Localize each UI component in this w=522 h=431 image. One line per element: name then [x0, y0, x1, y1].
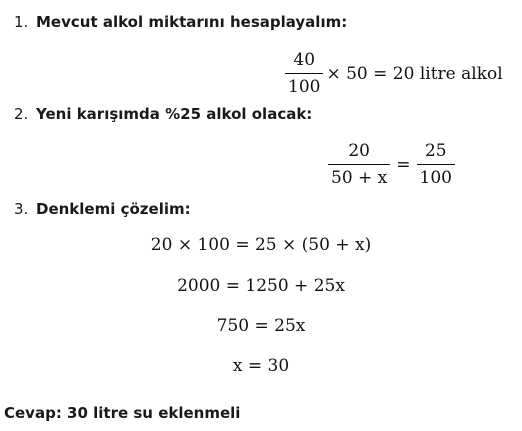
- fraction-denominator: 100: [419, 168, 452, 188]
- fraction-right: [417, 141, 455, 189]
- fraction-denominator: 100: [288, 77, 321, 97]
- equation-new-mixture: [325, 141, 458, 189]
- step-number: 3.: [14, 200, 29, 218]
- fraction-numerator: 40: [285, 50, 323, 74]
- final-answer: Cevap: 30 litre su eklenmeli: [4, 404, 241, 422]
- step-title: Mevcut alkol miktarını hesaplayalım:: [36, 13, 348, 31]
- fraction-numerator: 25: [417, 141, 455, 165]
- step-title: Yeni karışımda %25 alkol olacak:: [36, 105, 313, 123]
- step-1-heading: [14, 12, 347, 32]
- equation-line-1: 20 × 100 = 25 × (50 + x): [150, 235, 372, 255]
- equation-alcohol-amount: [282, 50, 503, 98]
- step-3-heading: [14, 199, 191, 219]
- step-number: 2.: [14, 105, 29, 123]
- fraction-left: [328, 141, 390, 189]
- equation-remainder: × 50 = 20 litre alkol: [326, 64, 503, 84]
- fraction: [285, 50, 323, 98]
- equals-sign: =: [396, 155, 411, 175]
- equation-line-4: x = 30: [232, 356, 290, 376]
- step-title: Denklemi çözelim:: [36, 200, 191, 218]
- fraction-denominator: 50 + x: [331, 168, 388, 188]
- equation-line-3: 750 = 25x: [216, 316, 306, 336]
- step-number: 1.: [14, 13, 29, 31]
- step-2-heading: [14, 104, 312, 124]
- fraction-numerator: 20: [328, 141, 390, 165]
- equation-line-2: 2000 = 1250 + 25x: [177, 276, 345, 296]
